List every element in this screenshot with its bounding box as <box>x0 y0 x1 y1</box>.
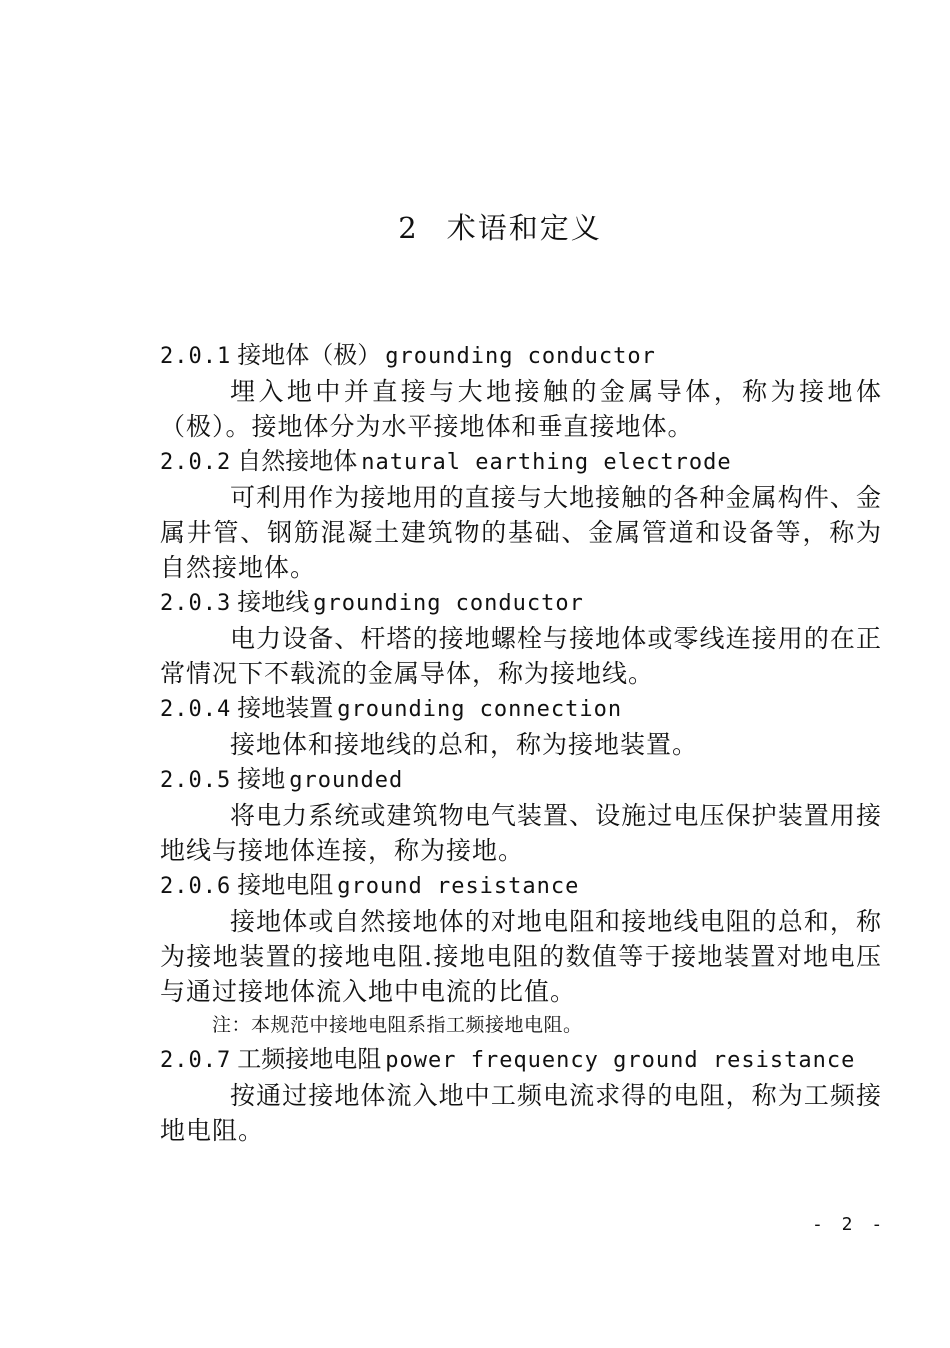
term-definition: 按通过接地体流入地中工频电流求得的电阻，称为工频接地电阻。 <box>160 1081 882 1145</box>
term-definition: 埋入地中并直接与大地接触的金属导体，称为接地体（极）。接地体分为水平接地体和垂直接地体。 <box>160 377 882 441</box>
page-title <box>0 206 950 250</box>
term-chinese-name: 接地电阻 <box>237 871 334 899</box>
term-number: 2.0.7 <box>160 1048 232 1073</box>
term-note: 注：本规范中接地电阻系指工频接地电阻。 <box>212 1014 583 1036</box>
term-definition: 可利用作为接地用的直接与大地接触的各种金属构件、金属井管、钢筋混凝土建筑物的基础、金属管道和设备等，称为自然接地体。 <box>160 483 882 582</box>
term-heading <box>160 691 882 727</box>
term-chinese-name: 自然接地体 <box>237 447 358 475</box>
term-definition: 电力设备、杆塔的接地螺栓与接地体或零线连接用的在正常情况下不载流的金属导体，称为接地线。 <box>160 624 882 688</box>
term-2-0-6 <box>160 868 882 1042</box>
term-2-0-7 <box>160 1042 882 1148</box>
term-english-name: power frequency ground resistance <box>385 1048 856 1073</box>
page-number: - 2 - <box>812 1214 887 1235</box>
term-definition: 接地体和接地线的总和，称为接地装置。 <box>230 730 699 759</box>
term-english-name: ground resistance <box>337 874 580 899</box>
term-2-0-2 <box>160 444 882 585</box>
term-chinese-name: 接地 <box>237 765 286 793</box>
term-number: 2.0.4 <box>160 697 232 722</box>
section-number: 2 <box>398 211 419 245</box>
term-chinese-name: 接地线 <box>237 588 310 616</box>
terms-list <box>160 338 882 1148</box>
term-heading <box>160 868 882 904</box>
term-2-0-5 <box>160 762 882 868</box>
term-2-0-3 <box>160 585 882 691</box>
term-english-name: grounding conductor <box>313 591 584 616</box>
term-2-0-1 <box>160 338 882 444</box>
term-definition: 接地体或自然接地体的对地电阻和接地线电阻的总和，称为接地装置的接地电阻.接地电阻的数值等于接地装置对地电压与通过接地体流入地中电流的比值。 <box>160 907 882 1006</box>
term-chinese-name: 接地装置 <box>237 694 334 722</box>
term-chinese-name: 工频接地电阻 <box>237 1045 382 1073</box>
term-english-name: natural earthing electrode <box>361 450 732 475</box>
term-number: 2.0.3 <box>160 591 232 616</box>
term-heading <box>160 762 882 798</box>
term-chinese-name: 接地体（极） <box>237 341 382 369</box>
term-number: 2.0.6 <box>160 874 232 899</box>
section-title: 术语和定义 <box>446 211 602 245</box>
term-heading <box>160 444 882 480</box>
term-heading <box>160 338 882 374</box>
term-number: 2.0.2 <box>160 450 232 475</box>
term-english-name: grounding connection <box>337 697 623 722</box>
term-number: 2.0.1 <box>160 344 232 369</box>
term-english-name: grounded <box>289 768 404 793</box>
term-heading <box>160 585 882 621</box>
term-number: 2.0.5 <box>160 768 232 793</box>
term-2-0-4 <box>160 691 882 762</box>
term-heading <box>160 1042 882 1078</box>
term-english-name: grounding conductor <box>385 344 656 369</box>
term-definition: 将电力系统或建筑物电气装置、设施过电压保护装置用接地线与接地体连接，称为接地。 <box>160 801 882 865</box>
